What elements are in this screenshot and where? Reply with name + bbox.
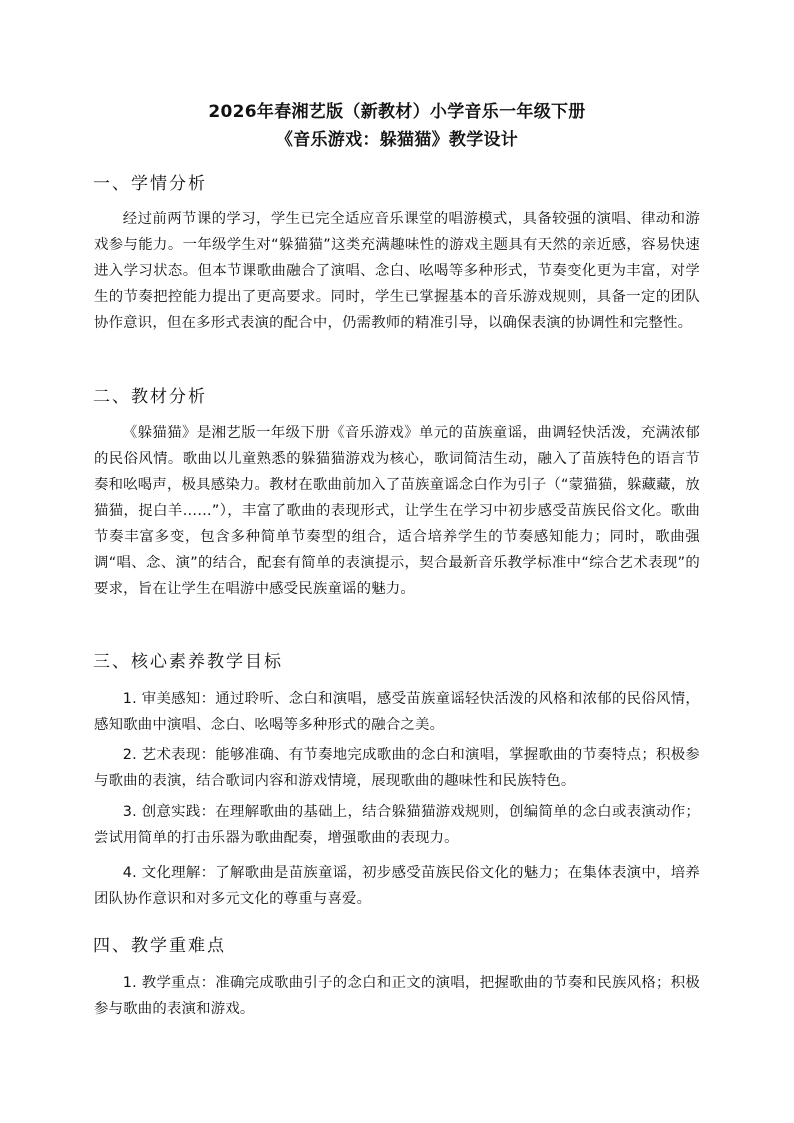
section-heading-key-points: 四、教学重难点 xyxy=(93,936,226,956)
document-title-line-2: 《音乐游戏：躲猫猫》教学设计 xyxy=(275,130,519,150)
key-point-item-focus: 1. 教学重点：准确完成歌曲引子的念白和正文的演唱，把握歌曲的节奏和民族风格；积极参与歌曲的表演和游戏。 xyxy=(94,975,700,1017)
goal-item-creative-practice: 3. 创意实践：在理解歌曲的基础上，结合躲猫猫游戏规则，创编简单的念白或表演动作；尝试用简单的打击乐器为歌曲配奏，增强歌曲的表现力。 xyxy=(94,804,700,846)
section-paragraph-material-analysis: 《躲猫猫》是湘艺版一年级下册《音乐游戏》单元的苗族童谣，曲调轻快活泼，充满浓郁的民俗风情。歌曲以儿童熟悉的躲猫猫游戏为核心，歌词简洁生动，融入了苗族特色的语言节奏和吆喝声，极具感染力。教材在歌曲前加入了苗族童谣念白作为引子（“蒙猫猫，躲藏藏，放猫猫，捉白羊……”），丰富了歌曲的表现形式，让学生在学习中初步感受苗族民俗文化。歌曲节奏丰富多变，包含多种简单节奏型的组合，适合培养学生的节奏感知能力；同时，歌曲强调“唱、念、演”的结合，配套有简单的表演提示，契合最新音乐教学标准中“综合艺术表现”的要求，旨在让学生在唱游中感受民族童谣的魅力。 xyxy=(94,425,700,597)
goal-item-aesthetic-perception: 1. 审美感知：通过聆听、念白和演唱，感受苗族童谣轻快活泼的风格和浓郁的民俗风情，感知歌曲中演唱、念白、吆喝等多种形式的融合之美。 xyxy=(94,691,700,733)
goal-item-artistic-expression: 2. 艺术表现：能够准确、有节奏地完成歌曲的念白和演唱，掌握歌曲的节奏特点；积极参与歌曲的表演，结合歌词内容和游戏情境，展现歌曲的趣味性和民族特色。 xyxy=(94,747,700,789)
section-heading-learner-analysis: 一、学情分析 xyxy=(93,174,207,194)
section-paragraph-learner-analysis: 经过前两节课的学习，学生已完全适应音乐课堂的唱游模式，具备较强的演唱、律动和游戏参与能力。一年级学生对“躲猫猫”这类充满趣味性的游戏主题具有天然的亲近感，容易快速进入学习状态。但本节课歌曲融合了演唱、念白、吆喝等多种形式，节奏变化更为丰富，对学生的节奏把控能力提出了更高要求。同时，学生已掌握基本的音乐游戏规则，具备一定的团队协作意识，但在多形式表演的配合中，仍需教师的精准引导，以确保表演的协调性和完整性。 xyxy=(94,211,700,331)
document-title-line-1: 2026年春湘艺版（新教材）小学音乐一年级下册 xyxy=(208,102,586,122)
section-heading-material-analysis: 二、教材分析 xyxy=(93,387,207,407)
section-heading-teaching-goals: 三、核心素养教学目标 xyxy=(93,652,283,672)
goal-item-cultural-understanding: 4. 文化理解：了解歌曲是苗族童谣，初步感受苗族民俗文化的魅力；在集体表演中，培养团队协作意识和对多元文化的尊重与喜爱。 xyxy=(94,865,700,907)
